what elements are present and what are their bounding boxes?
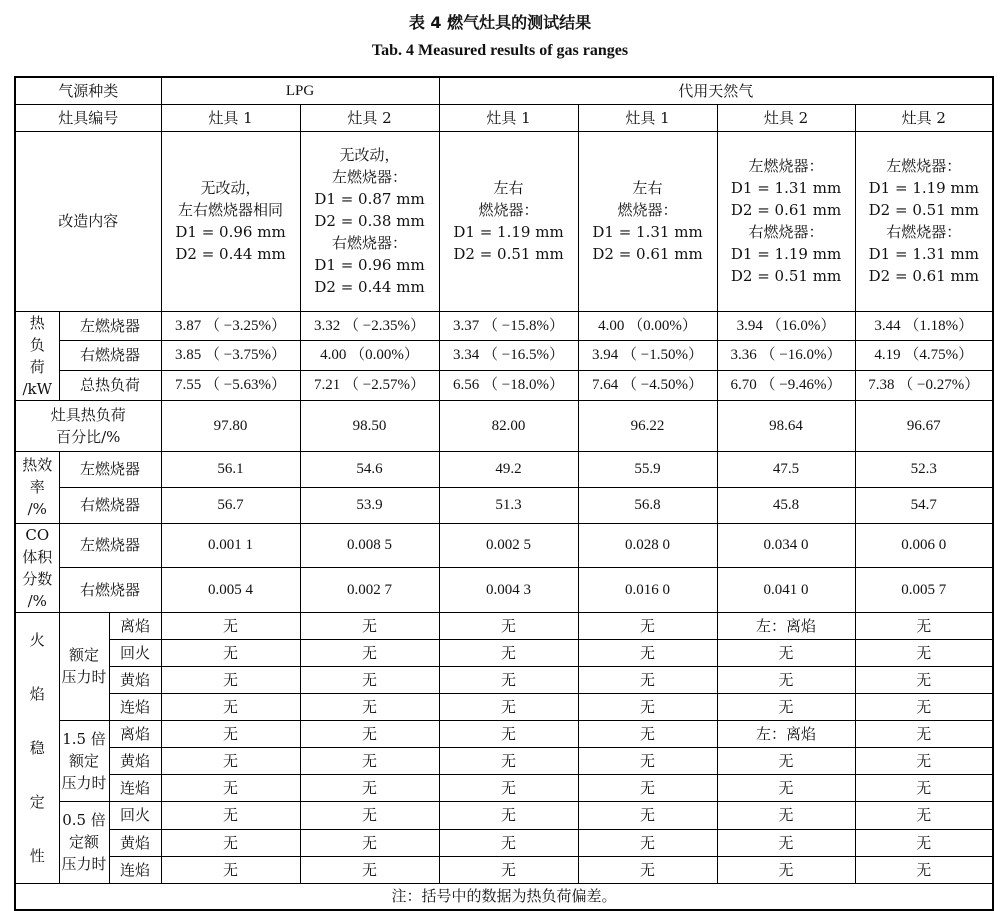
flame-value: 无 [439,666,578,693]
flame-value: 无 [855,693,993,720]
flame-value: 无 [300,748,439,775]
flame-condition-label-line: 0.5 倍 [62,811,106,830]
flame-value: 无 [578,666,717,693]
co-group-label-line: 体积 [22,547,53,566]
heat-load-value: 3.44 （1.18%） [855,311,993,341]
co-group-label [15,523,59,612]
heat-load-value: 3.85 （ −3.75%） [161,341,300,371]
heat-load-value: 3.94 （16.0%） [717,311,855,341]
stove-header: 灶具 2 [855,104,993,131]
flame-value: 无 [855,802,993,830]
table-caption-cn: 表 4 燃气灶具的测试结果 [408,13,592,32]
modification-cell-line: D1 = 1.31 mm [592,223,703,241]
flame-condition-label-line: 压力时 [61,773,107,792]
efficiency-value: 56.7 [161,487,300,523]
table-row [15,400,993,451]
modification-cell-line: 燃烧器： [617,201,678,219]
flame-value: 无 [439,856,578,883]
flame-condition-label-line: 压力时 [61,855,107,874]
flame-row-label: 离焰 [109,612,161,639]
heat-pct-value: 98.50 [300,400,439,451]
efficiency-value: 49.2 [439,451,578,487]
heat-pct-label-line: 灶具热负荷 [50,405,126,424]
flame-group-label-line: 稳 [29,738,45,757]
modification-cell-line: 左右 [493,179,524,197]
heat-load-value: 3.37 （ −15.8%） [439,311,578,341]
flame-value: 无 [717,748,855,775]
co-value: 0.008 5 [300,523,439,568]
heat-load-value: 3.34 （ −16.5%） [439,341,578,371]
modification-cell-line: 左右燃烧器相同 [178,201,284,219]
heat-load-row-label: 左燃烧器 [59,311,161,341]
co-value: 0.005 4 [161,568,300,613]
flame-value: 无 [439,612,578,639]
flame-value: 无 [717,639,855,666]
table-row [15,693,993,720]
co-row-label: 右燃烧器 [59,568,161,613]
stove-header: 灶具 2 [300,104,439,131]
flame-value: 无 [717,856,855,883]
flame-value: 无 [439,748,578,775]
table-row [15,883,993,910]
gas-lpg-header: LPG [161,77,439,104]
flame-value: 无 [439,639,578,666]
modification-cell-line: D2 = 0.38 mm [314,212,425,230]
efficiency-value: 54.6 [300,451,439,487]
flame-value: 无 [578,856,717,883]
flame-condition-label-line: 额定 [68,751,99,770]
modification-cell-line: D1 = 1.19 mm [730,245,842,263]
flame-value: 无 [717,666,855,693]
flame-value: 无 [161,802,300,830]
results-table-body [15,77,993,910]
modification-cell-line: 无改动， [200,179,261,197]
flame-value: 无 [300,720,439,748]
modification-cell-line: D1 = 0.96 mm [314,256,425,274]
co-value: 0.002 5 [439,523,578,568]
flame-condition-label-line: 1.5 倍 [62,729,106,748]
gas-type-label: 气源种类 [15,77,161,104]
modification-label: 改造内容 [15,131,161,311]
modification-cell [578,131,717,311]
efficiency-group-label-line: /% [27,500,47,518]
flame-condition-label-line: 额定 [68,646,99,664]
stove-header: 灶具 2 [717,104,855,131]
flame-value: 无 [717,829,855,856]
flame-value: 无 [439,829,578,856]
heat-pct-value: 97.80 [161,400,300,451]
stove-header: 灶具 1 [161,104,300,131]
flame-value: 无 [161,612,300,639]
flame-value: 无 [855,748,993,775]
table-row [15,131,993,311]
flame-value: 无 [300,666,439,693]
flame-row-label: 黄焰 [109,666,161,693]
modification-cell-line: D1 = 1.31 mm [868,245,979,263]
heat-load-value: 4.19 （4.75%） [855,341,993,371]
efficiency-value: 47.5 [717,451,855,487]
modification-cell-line: 左燃烧器： [748,157,824,175]
modification-cell-line: 左右 [632,179,663,197]
flame-row-label: 回火 [109,639,161,666]
modification-cell-line: D2 = 0.44 mm [314,278,425,296]
flame-value: 无 [855,720,993,748]
flame-value: 无 [300,639,439,666]
efficiency-value: 52.3 [855,451,993,487]
flame-value: 无 [300,775,439,802]
modification-cell [161,131,300,311]
watermark-logo [958,896,994,906]
table-note: 注：括号中的数据为热负荷偏差。 [15,883,993,910]
flame-value: 无 [161,856,300,883]
flame-condition-label [59,612,109,720]
co-value: 0.041 0 [717,568,855,613]
flame-group-label [15,612,59,883]
flame-value: 无 [855,856,993,883]
efficiency-value: 53.9 [300,487,439,523]
heat-load-value: 6.56 （ −18.0%） [439,370,578,400]
results-table [14,76,994,911]
co-group-label-line: CO [25,525,50,544]
heat-pct-value: 96.67 [855,400,993,451]
heat-load-value: 3.87 （ −3.25%） [161,311,300,341]
heat-load-value: 4.00 （0.00%） [578,311,717,341]
table-row [15,568,993,613]
efficiency-value: 54.7 [855,487,993,523]
flame-value: 无 [439,775,578,802]
modification-cell [855,131,993,311]
table-row [15,451,993,487]
heat-load-value: 3.36 （ −16.0%） [717,341,855,371]
flame-group-label-line: 火 [29,630,45,649]
co-value: 0.028 0 [578,523,717,568]
co-group-label-line: 分数 [22,569,53,588]
flame-group-label-line: 性 [29,846,45,865]
heat-load-group-label-line: 负 [29,335,45,354]
modification-cell-line: D2 = 0.51 mm [453,245,564,263]
efficiency-group-label-line: 热效 [22,456,53,474]
flame-value: 无 [161,720,300,748]
modification-cell-line: D1 = 1.31 mm [730,179,842,197]
co-value: 0.001 1 [161,523,300,568]
heat-load-value: 7.55 （ −5.63%） [161,370,300,400]
modification-cell-line: 右燃烧器： [332,234,408,252]
flame-value: 无 [300,693,439,720]
efficiency-group-label [15,451,59,523]
heat-load-value: 7.38 （ −0.27%） [855,370,993,400]
heat-pct-value: 98.64 [717,400,855,451]
table-row [15,802,993,830]
table-row [15,748,993,775]
co-row-label: 左燃烧器 [59,523,161,568]
efficiency-value: 51.3 [439,487,578,523]
flame-value: 无 [578,802,717,830]
efficiency-value: 56.1 [161,451,300,487]
flame-value: 无 [578,693,717,720]
modification-cell-line: 燃烧器： [478,201,539,219]
heat-pct-value: 82.00 [439,400,578,451]
table-row [15,612,993,639]
flame-value: 无 [300,829,439,856]
efficiency-value: 55.9 [578,451,717,487]
heat-load-value: 6.70 （ −9.46%） [717,370,855,400]
heat-load-group-label [15,311,59,400]
table-row [15,77,993,104]
flame-value: 无 [717,802,855,830]
flame-row-label: 黄焰 [109,748,161,775]
flame-group-label-line: 焰 [29,684,45,703]
table-row [15,311,993,341]
modification-cell [717,131,855,311]
modification-cell-line: D2 = 0.61 mm [592,245,703,263]
flame-value: 左：离焰 [717,612,855,639]
flame-condition-label-line: 压力时 [61,668,107,686]
heat-load-group-label-line: 荷 [29,357,45,376]
modification-cell-line: D1 = 0.96 mm [175,223,286,241]
flame-value: 无 [578,748,717,775]
modification-cell-line: D2 = 0.61 mm [730,201,842,219]
co-value: 0.006 0 [855,523,993,568]
modification-cell [300,131,439,311]
co-value: 0.005 7 [855,568,993,613]
efficiency-row-label: 左燃烧器 [59,451,161,487]
modification-cell-line: D2 = 0.61 mm [868,267,979,285]
heat-pct-value: 96.22 [578,400,717,451]
table-row [15,341,993,371]
flame-value: 左：离焰 [717,720,855,748]
table-row [15,856,993,883]
heat-load-value: 3.32 （ −2.35%） [300,311,439,341]
flame-value: 无 [161,693,300,720]
flame-value: 无 [855,639,993,666]
modification-cell-line: D1 = 1.19 mm [868,179,979,197]
flame-value: 无 [161,666,300,693]
flame-value: 无 [578,639,717,666]
flame-value: 无 [855,666,993,693]
flame-condition-label [59,720,109,802]
heat-load-row-label: 右燃烧器 [59,341,161,371]
heat-load-value: 4.00 （0.00%） [300,341,439,371]
efficiency-value: 45.8 [717,487,855,523]
table-row [15,523,993,568]
efficiency-group-label-line: 率 [29,478,45,496]
heat-load-value: 7.64 （ −4.50%） [578,370,717,400]
heat-load-value: 3.94 （ −1.50%） [578,341,717,371]
flame-value: 无 [855,829,993,856]
table-caption-en: Tab. 4 Measured results of gas ranges [371,42,629,59]
co-value: 0.016 0 [578,568,717,613]
flame-value: 无 [161,639,300,666]
modification-cell-line: D1 = 0.87 mm [314,190,425,208]
co-group-label-line: /% [27,591,47,610]
gas-ng-header: 代用天然气 [439,77,993,104]
modification-cell-line: 左燃烧器： [886,157,962,175]
flame-value: 无 [717,693,855,720]
flame-value: 无 [439,693,578,720]
stove-no-label: 灶具编号 [15,104,161,131]
flame-value: 无 [300,856,439,883]
flame-value: 无 [300,612,439,639]
modification-cell-line: 右燃烧器： [748,223,824,241]
flame-row-label: 连焰 [109,693,161,720]
flame-row-label: 离焰 [109,720,161,748]
modification-cell-line: D2 = 0.51 mm [868,201,979,219]
flame-value: 无 [439,720,578,748]
flame-condition-label [59,802,109,884]
efficiency-value: 56.8 [578,487,717,523]
flame-value: 无 [717,775,855,802]
modification-cell-line: 左燃烧器： [332,168,408,186]
stove-header: 灶具 1 [578,104,717,131]
flame-value: 无 [578,612,717,639]
modification-cell-line: D2 = 0.51 mm [730,267,842,285]
co-value: 0.002 7 [300,568,439,613]
table-row [15,829,993,856]
flame-value: 无 [300,802,439,830]
table-row [15,639,993,666]
table-row [15,720,993,748]
heat-load-group-label-line: 热 [29,313,45,332]
flame-value: 无 [855,612,993,639]
flame-value: 无 [855,775,993,802]
heat-load-value: 7.21 （ −2.57%） [300,370,439,400]
efficiency-row-label: 右燃烧器 [59,487,161,523]
heat-pct-label-line: 百分比/% [56,427,121,446]
flame-value: 无 [161,775,300,802]
flame-value: 无 [578,829,717,856]
flame-value: 无 [439,802,578,830]
flame-value: 无 [161,748,300,775]
stove-header: 灶具 1 [439,104,578,131]
modification-cell [439,131,578,311]
modification-cell-line: D2 = 0.44 mm [175,245,286,263]
flame-row-label: 连焰 [109,775,161,802]
flame-row-label: 连焰 [109,856,161,883]
flame-value: 无 [161,829,300,856]
flame-group-label-line: 定 [29,792,45,811]
co-value: 0.034 0 [717,523,855,568]
table-row [15,487,993,523]
modification-cell-line: 无改动， [339,146,400,164]
table-row [15,666,993,693]
flame-row-label: 黄焰 [109,829,161,856]
flame-row-label: 回火 [109,802,161,830]
heat-load-group-label-line: /kW [22,379,53,398]
modification-cell-line: D1 = 1.19 mm [453,223,564,241]
modification-cell-line: 右燃烧器： [886,223,962,241]
heat-load-row-label: 总热负荷 [59,370,161,400]
table-row [15,775,993,802]
table-row [15,370,993,400]
flame-value: 无 [578,720,717,748]
heat-pct-label [15,400,161,451]
flame-condition-label-line: 定额 [68,833,99,852]
flame-value: 无 [578,775,717,802]
co-value: 0.004 3 [439,568,578,613]
table-row [15,104,993,131]
